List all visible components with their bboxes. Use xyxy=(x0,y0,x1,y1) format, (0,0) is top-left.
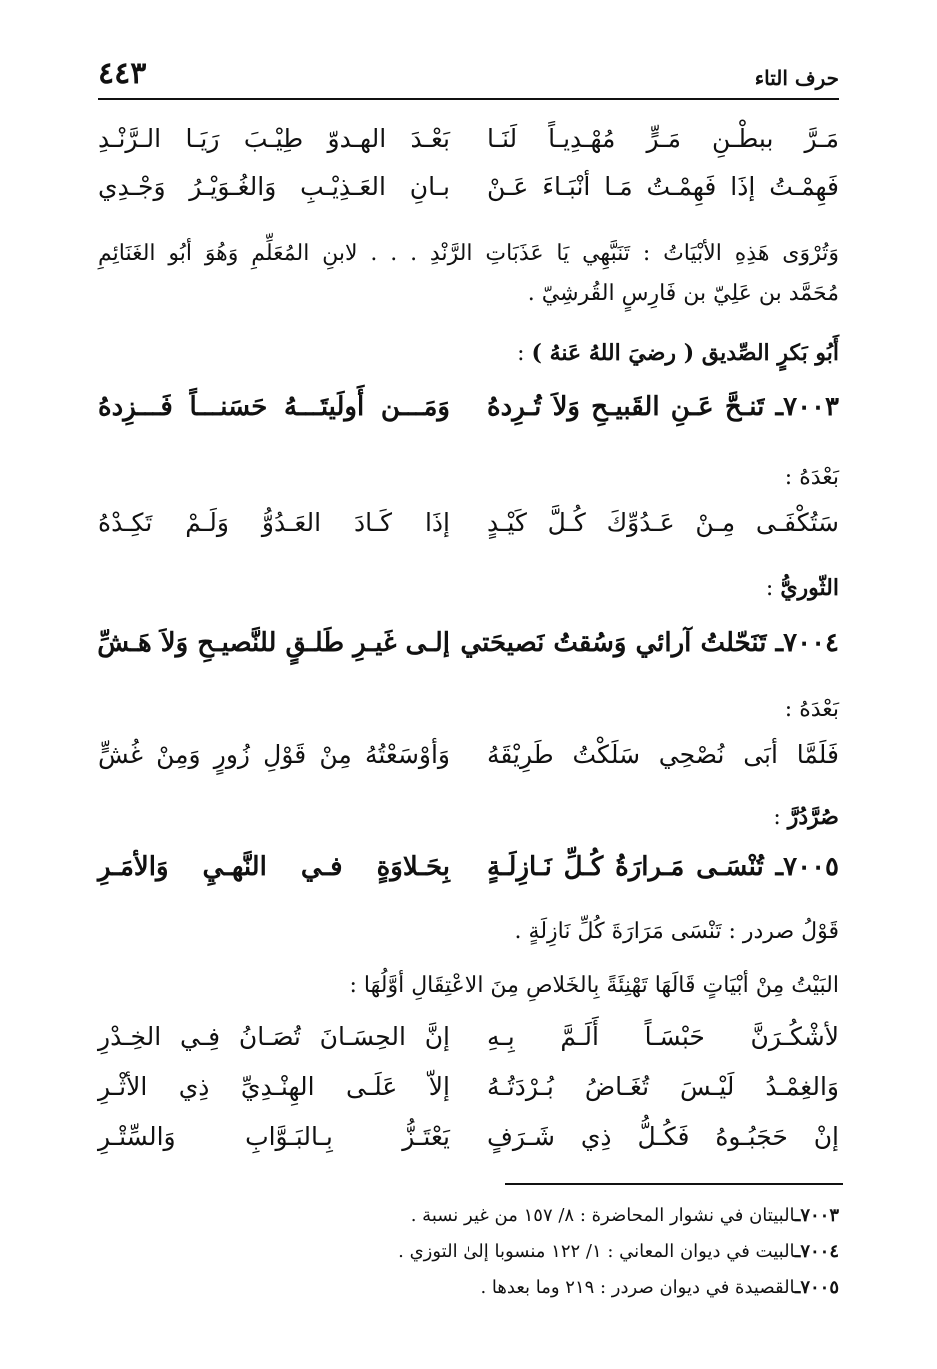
verse-second-hemistich: بَعْـدَ الهـدوّ طِيْـبَ رَيَـا الـرَّنْـدِ xyxy=(98,124,450,153)
author-label: الثّوريُّ : xyxy=(765,575,839,601)
footnote-number: ٧٠٠٣ـ xyxy=(795,1205,839,1226)
author-label: صُرَّدُرَّ : xyxy=(773,804,839,830)
verse-first-hemistich: ٧٠٠٥ـ تُنْسَـى مَـرارَةُ كُـلِّ نَـازِلَـةٍ xyxy=(487,852,839,882)
section-title: حرف التاء xyxy=(754,66,839,90)
verse-line xyxy=(98,740,839,784)
footnote xyxy=(480,1277,839,1298)
verse-line xyxy=(98,172,839,216)
verse-first-hemistich: وَالغِمْـدُ لَيْـسَ تُغَـاضُ بُـرْدَتُـهُ xyxy=(487,1072,839,1101)
verse-second-hemistich: بِحَـلاوَةٍ فـي النَّهـيِ وَالأمَـرِ xyxy=(98,852,450,882)
note-line: وَتُرْوَى هَذِهِ الأبْيَاتُ : تَنَبَّهِي يَا عَذَبَاتِ الرَّنْدِ . . . لابنِ المُعَلِّمِ وَهُوَ أبُو الغَنَائِمِ xyxy=(98,241,839,266)
verse-first-hemistich: سَتُكْفَـى مِـنْ عَـدُوِّكَ كُـلَّ كَيْـدٍ xyxy=(487,508,839,537)
verse-line xyxy=(98,508,839,552)
footnote-text: القصيدة في ديوان صردر : ٢١٩ وما بعدها . xyxy=(480,1277,796,1298)
verse-first-hemistich: مَـرَّ ببطْـنِ مَـرٍّ مُهْـدِيـاً لَنَـا xyxy=(487,124,839,153)
verse-second-hemistich: وَأوْسَعْتُهُ مِنْ قَوْلِ زُورٍ وَمِنْ غُشٍّ xyxy=(98,740,450,769)
numbered-verse xyxy=(98,852,839,896)
verse-line xyxy=(98,1122,839,1166)
footnote xyxy=(411,1205,839,1226)
verse-second-hemistich: يَعْتَـزُّ بِـالبَـوَّابِ وَالسِّتْـرِ xyxy=(98,1122,450,1151)
footnote-number: ٧٠٠٤ـ xyxy=(795,1241,839,1262)
author-label: أَبُو بَكرٍ الصِّديق ( رضيَ اللهُ عَنهُ ) : xyxy=(517,340,839,366)
verse-second-hemistich: إلـى غَيـرِ طَلـقٍ للنَّصيـحِ وَلاَ هَـشِّ xyxy=(97,628,450,658)
verse-line xyxy=(98,1072,839,1116)
verse-line xyxy=(98,1022,839,1066)
verse-first-hemistich: إنْ حَجَبُـوهُ فَكُـلُّ ذِي شَـرَفٍ xyxy=(487,1122,839,1151)
verse-second-hemistich: إنَّ الحِسَـانَ تُصَـانُ فِـي الخِـدْرِ xyxy=(98,1022,450,1051)
footnote-text: البيتان في نشوار المحاضرة : ٨/ ١٥٧ من غير نسبة . xyxy=(410,1205,796,1226)
note-paragraph xyxy=(98,234,839,314)
intro-line: البَيْتُ مِنْ أبْيَاتٍ قَالَهَا تَهْنِئَةً بِالخَلاصِ مِنَ الاعْتِقَالِ أوَّلُهَا : xyxy=(349,973,839,998)
note-line: مُحَمَّد بن عَلِيّ بن فَارِسٍ القُرشِيّ . xyxy=(527,281,839,306)
verse-second-hemistich: وَمَـــن أَولَيتَـــهُ حَسَنـــاً فَـــزِدهُ xyxy=(98,392,450,422)
after-label: بَعْدَهُ : xyxy=(784,465,839,490)
verse-first-hemistich: لأشْكُـرَنَّ حَبْسَـاً أَلَـمَّ بِـهِ xyxy=(487,1022,839,1051)
after-label: بَعْدَهُ : xyxy=(784,697,839,722)
verse-first-hemistich: ٧٠٠٤ـ تَنَحّلتُ آرائي وَسُقتُ نَصيحَتي xyxy=(460,628,839,658)
verse-second-hemistich: بـانِ العَـذِيْـبِ وَالغُـوَيْـرُ وَجْـدِي xyxy=(98,172,450,201)
footnote-rule xyxy=(505,1183,843,1185)
verse-first-hemistich: ٧٠٠٣ـ تَنـحَّ عَـنِ القَبيـحِ وَلاَ تُـرِدهُ xyxy=(487,392,839,422)
verse-number: ٧٠٠٣ـ xyxy=(775,392,839,422)
verse-first-hemistich: فَلَمَّا أبَى نُصْحِي سَلَكْتُ طَرِيْقَهُ xyxy=(487,740,839,769)
header-rule xyxy=(98,98,839,100)
numbered-verse xyxy=(98,628,839,672)
footnote-text: البيت في ديوان المعاني : ١/ ١٢٢ منسوبا إلىٰ التوزي . xyxy=(398,1241,796,1262)
quote-line: قَوْلُ صردر : تَنْسَى مَرَارَةَ كُلِّ نَازِلَةٍ . xyxy=(514,919,839,944)
footnote-number: ٧٠٠٥ـ xyxy=(795,1277,839,1298)
running-header xyxy=(98,52,839,92)
verse-first-hemistich: فَهِمْـتُ إذَا فَهِمْـتُ مَـا أنْبَـاءَ عَـنْ xyxy=(487,172,839,201)
numbered-verse xyxy=(98,392,839,436)
verse-line xyxy=(98,124,839,168)
footnote xyxy=(398,1241,839,1262)
page-number: ٤٤٣ xyxy=(98,56,147,91)
verse-number: ٧٠٠٤ـ xyxy=(775,628,839,658)
verse-second-hemistich: إلاّ عَلَـى الهِنْـدِيِّ ذِي الأثْـرِ xyxy=(98,1072,450,1101)
verse-number: ٧٠٠٥ـ xyxy=(775,852,839,882)
verse-second-hemistich: إذَا كَـادَ العَـدُوُّ وَلَـمْ تَكِـدْهُ xyxy=(98,508,450,537)
